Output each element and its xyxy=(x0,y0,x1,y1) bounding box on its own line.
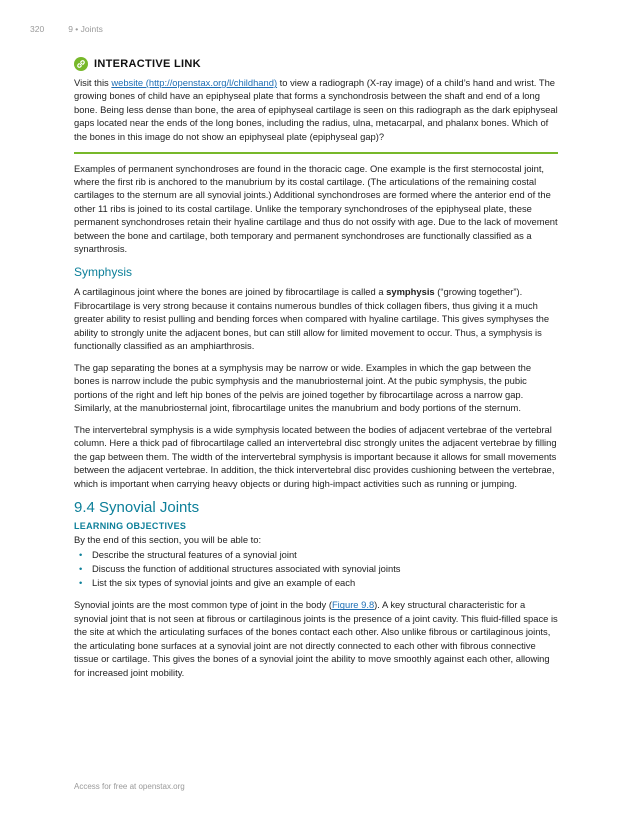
symphysis-term: symphysis xyxy=(386,286,435,298)
childhand-website-link[interactable]: website (http://openstax.org/l/childhand) xyxy=(111,77,278,88)
list-item: • Describe the structural features of a synovial joint xyxy=(74,548,558,562)
synovial-p1-end: ). A key structural characteristic for a synovial joint that is not seen at fibrous or cartilaginous joints is the presence of a joint cavity. This fluid-filled space is the site at which the articulating surfaces of the bones contact each other. Also unlike fibrous or cartilaginous joints, the articulating bone surfaces at a synovial joint are not directly connected to each other with fibrous connective tissue or cartilage. This gives the bones of a synovial joint the ability to move smoothly against each other, allowing for increased joint mobility. xyxy=(74,599,558,678)
list-item: • Discuss the function of additional structures associated with synovial joints xyxy=(74,562,558,576)
callout-header xyxy=(74,57,558,71)
symphysis-p1-start: A cartilaginous joint where the bones are joined by fibrocartilage is called a xyxy=(74,286,387,298)
interactive-link-callout xyxy=(74,57,558,154)
symphysis-paragraph-1 xyxy=(74,285,558,352)
synovial-p1-start: Synovial joints are the most common type of joint in the body ( xyxy=(74,599,332,611)
synchondroses-paragraph: Examples of permanent synchondroses are found in the thoracic cage. One example is the first sternocostal joint, where the first rib is anchored to the manubrium by its costal cartilage. (The articulations of the remaining costal cartilages to the sternum are all synovial joints.) Additional synchondroses are formed where the anterior end of the other 11 ribs is joined to its costal cartilage. Unlike the temporary synchondroses of the epiphyseal plate, these permanent synchondroses retain their hyaline cartilage and thus do not ossify with age. Due to the lack of movement between the bone and cartilage, both temporary and permanent synchondroses are functionally classified as a synarthrosis. xyxy=(74,162,558,254)
symphysis-paragraph-3: The intervertebral symphysis is a wide symphysis located between the bodies of adjacent vertebrae of the vertebral column. Here a thick pad of fibrocartilage called an intervertebral disc strongly unites the adjacent vertebrae by filling the gap between them. The width of the intervertebral symphysis is important because it allows for small movements between the adjacent vertebrae. In addition, the thick intervertebral disc provides cushioning between the vertebrae, which is important when carrying heavy objects or during high-impact activities such as running or jumping. xyxy=(74,424,557,489)
list-item: • List the six types of synovial joints and give an example of each xyxy=(74,576,558,590)
callout-title: INTERACTIVE LINK xyxy=(94,58,201,70)
symphysis-paragraph-2: The gap separating the bones at a symphysis may be narrow or wide. Examples in which the gap between the bones is narrow include the pubic symphysis and the manubriosternal joint. At the pubic symphysis, the pubic portions of the right and left hip bones of the pelvis are joined together by fibrocartilage across a narrow gap. Similarly, at the manubriosternal joint, fibrocartilage unites the manubrium and body portions of the sternum. xyxy=(74,361,532,414)
figure-9-8-link[interactable]: Figure 9.8 xyxy=(331,599,375,611)
learning-objectives-list xyxy=(74,548,558,590)
learning-objectives-title: LEARNING OBJECTIVES xyxy=(74,521,187,532)
symphysis-heading: Symphysis xyxy=(74,265,133,280)
learning-objectives-intro: By the end of this section, you will be able to: xyxy=(74,534,262,546)
page-content xyxy=(74,57,558,687)
synovial-joints-paragraph xyxy=(74,598,558,678)
link-icon xyxy=(74,57,88,71)
callout-divider xyxy=(74,152,558,154)
callout-text-end: to view a radiograph (X-ray image) of a child’s hand and wrist. The growing bones of child have an epiphyseal plate that forms a synchondrosis between the shaft and end of a long bone. Being less dense than bone, the area of epiphyseal cartilage is seen on this radiograph as the dark epiphyseal gaps located near the ends of the long bones, including the radius, ulna, metacarpal, and phalanx bones. Which of the bones in this image do not show an epiphyseal plate (epiphyseal gap)? xyxy=(74,77,558,142)
symphysis-p1-end: (“growing together”). Fibrocartilage is very strong because it contains numerous bundles of thick collagen fibers, thus giving it a much greater ability to resist pulling and bending forces when compared with hyaline cartilage. This gives symphyses the ability to strongly unite the adjacent bones, but can still allow for limited movement to occur. Thus, a symphysis is functionally classified as an amphiarthrosis. xyxy=(74,286,550,351)
callout-text xyxy=(74,76,558,143)
page-number: 320 xyxy=(30,24,45,34)
callout-text-start: Visit this xyxy=(74,77,112,88)
section-heading: 9.4 Synovial Joints xyxy=(74,499,200,517)
running-chapter-title: 9 • Joints xyxy=(68,24,103,34)
page-footer: Access for free at openstax.org xyxy=(74,782,185,791)
page-header xyxy=(30,24,103,34)
